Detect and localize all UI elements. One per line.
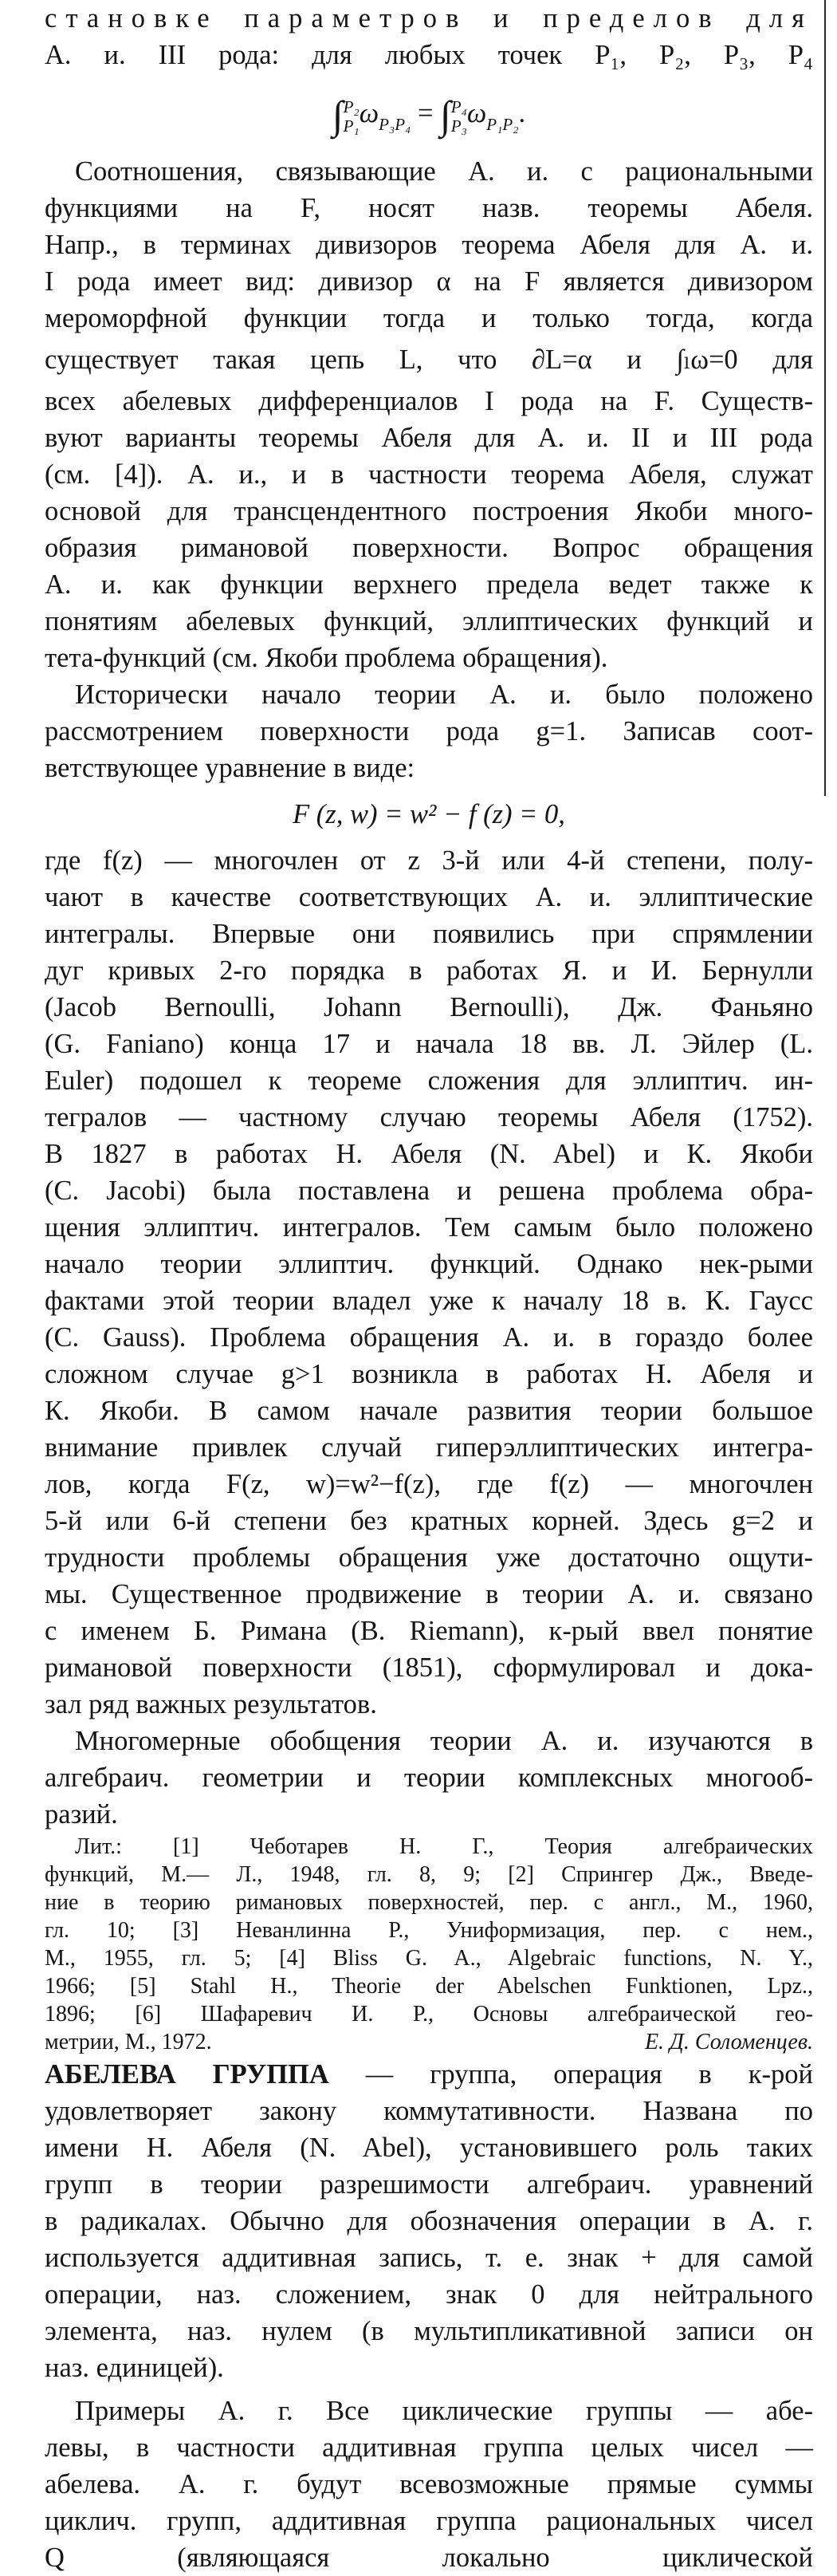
- paragraph-multidimensional: [45, 1723, 813, 1833]
- formula-curve-equation: F (z, w) = w² − f (z) = 0,: [293, 799, 565, 829]
- reference-line: 1896; [6] Шафаревич И. Р., Основы алгебраической гео-: [45, 2002, 813, 2027]
- reference-line: Лит.: [1] Чеботарев Н. Г., Теория алгебраических: [75, 1834, 813, 1859]
- text-line: групп в теории разрешимости алгебраич. уравнений: [45, 2169, 813, 2200]
- text-line: понятиям абелевых функций, эллиптических функций и: [45, 606, 813, 636]
- text-line: абелева. А. г. будут всевозможные прямые суммы: [45, 2469, 813, 2499]
- text-line: римановой поверхности (1851), сформулировал и дока-: [45, 1652, 813, 1683]
- text-line: А. и. III рода: для любых точек P₁, P₂, P₃, P₄: [45, 40, 813, 70]
- text-line: существует такая цепь L, что ∂L=α и ∫ₗω=0 для: [45, 345, 813, 375]
- text-line: Q (являющаяся локально циклической: [45, 2543, 813, 2573]
- reference-line: гл. 10; [3] Неванлинна Р., Униформизация, пер. с нем.,: [45, 1918, 813, 1943]
- text-line: где f(z) — многочлен от z 3-й или 4-й степени, полу-: [45, 845, 813, 876]
- references: [45, 1833, 813, 2056]
- text-line: (см. [4]). А. и., и в частности теорема Абеля, служат: [45, 459, 813, 490]
- text-line: (C. Jacobi) была поставлена и решена проблема обра-: [45, 1176, 813, 1206]
- paragraph-history: [45, 842, 813, 1723]
- text-line: разий.: [45, 1799, 118, 1830]
- text-line: основой для трансцендентного построения Якоби много-: [45, 496, 813, 526]
- text-line: (Jacob Bernoulli, Johann Bernoulli), Дж. Фаньяно: [45, 992, 813, 1022]
- text-line: удовлетворяет закону коммутативности. Названа по: [45, 2096, 813, 2126]
- text-line: всех абелевых дифференциалов I рода на F. Существ-: [45, 386, 813, 416]
- text-line: К. Якоби. В самом начале развития теории большое: [45, 1396, 813, 1426]
- text-line: в радикалах. Обычно для обозначения операции в А. г.: [45, 2206, 813, 2236]
- text-column: [45, 0, 813, 2576]
- author-signature: Е. Д. Соломенцев.: [644, 2030, 813, 2054]
- entry-title: АБЕЛЕВА ГРУППА: [45, 2059, 329, 2090]
- text-line: (G. Faniano) конца 17 и начала 18 вв. Л. Эйлер (L.: [45, 1029, 813, 1059]
- formula-residue-symmetry: ∫P₂ $P_1\omega_{P_3P_4} = \int P_4$ $P_3\omega_{P_1P_2}$.: [332, 93, 526, 137]
- text-line: циклич. групп, аддитивная группа рациональных чисел: [45, 2506, 813, 2536]
- text-line: левы, в частности аддитивная группа целых чисел —: [45, 2432, 813, 2463]
- reference-line: функций, М.— Л., 1948, гл. 8, 9; [2] Спрингер Дж., Введе-: [45, 1862, 813, 1887]
- text-line: 5-й или 6-й степени без кратных корней. Здесь g=2 и: [45, 1506, 813, 1536]
- text-line: В 1827 в работах Н. Абеля (N. Abel) и К. Якоби: [45, 1139, 813, 1169]
- text-line: наз. единицей).: [45, 2353, 224, 2383]
- paragraph-abel-theorem: [45, 153, 813, 676]
- text-line: Euler) подошел к теореме сложения для эллиптич. ин-: [45, 1065, 813, 1096]
- text-line: I рода имеет вид: дивизор α на F является дивизором: [45, 266, 813, 297]
- text-line: Исторически начало теории А. и. было положено: [75, 679, 813, 710]
- text-line: имени Н. Абеля (N. Abel), установившего роль таких: [45, 2133, 813, 2163]
- text-line: начало теории эллиптич. функций. Однако нек-рыми: [45, 1249, 813, 1279]
- column-rule: [824, 0, 826, 796]
- text-line: щения эллиптич. интегралов. Тем самым было положено: [45, 1212, 813, 1243]
- text-line: с именем Б. Римана (B. Riemann), к-рый ввел понятие: [45, 1616, 813, 1646]
- paragraph-history-intro: [45, 676, 813, 786]
- text-line: Напр., в терминах дивизоров теорема Абеля для А. и.: [45, 230, 813, 260]
- text-line: зал ряд важных результатов.: [45, 1689, 377, 1719]
- text-line: ветствующее уравнение в виде:: [45, 753, 415, 783]
- text-line: дуг кривых 2-го порядка в работах Я. и И. Бернулли: [45, 955, 813, 986]
- text-line: становке параметров и пределов для: [45, 3, 813, 33]
- text-line: сложном случае g>1 возникла в работах Н. Абеля и: [45, 1359, 813, 1389]
- text-line: А. и. как функции верхнего предела ведет также к: [45, 569, 813, 600]
- paragraph-examples: [45, 2393, 813, 2576]
- text-line: рассмотрением поверхности рода g=1. Записав соот-: [45, 716, 813, 746]
- text-line: АБЕЛЕВА ГРУППА — группа, операция в к-рой: [45, 2059, 813, 2090]
- text-line: тегралов — частному случаю теоремы Абеля (1752).: [45, 1102, 813, 1132]
- text-line: Примеры А. г. Все циклические группы — абе-: [75, 2396, 813, 2426]
- text-line: трудности проблемы обращения уже достаточно ощути-: [45, 1542, 813, 1573]
- text-line: алгебраич. геометрии и теории комплексных многооб-: [45, 1763, 813, 1793]
- text-line: операции, наз. сложением, знак 0 для нейтрального: [45, 2279, 813, 2310]
- text-line: функциями на F, носят назв. теоремы Абеля.: [45, 193, 813, 223]
- text-line: элемента, наз. нулем (в мультипликативной записи он: [45, 2316, 813, 2346]
- entry-abelian-group: [45, 2056, 813, 2386]
- text-line: лов, когда F(z, w)=w²−f(z), где f(z) — многочлен: [45, 1469, 813, 1499]
- text-line: вуют варианты теоремы Абеля для А. и. II и III рода: [45, 423, 813, 453]
- text-line: тета-функций (см. Якоби проблема обращения).: [45, 643, 608, 673]
- text-line: мероморфной функции тогда и только тогда, когда: [45, 303, 813, 333]
- text-line: мы. Существенное продвижение в теории А. и. связано: [45, 1579, 813, 1609]
- text-line: чают в качестве соответствующих А. и. эллиптические: [45, 882, 813, 912]
- text-line: (C. Gauss). Проблема обращения А. и. в гораздо более: [45, 1322, 813, 1353]
- reference-line: метрии, М., 1972. Е. Д. Соломенцев.: [45, 2030, 813, 2054]
- text-line: интегралы. Впервые они появились при спрямлении: [45, 919, 813, 949]
- reference-line: ние в теорию римановых поверхностей, пер. с англ., М., 1960,: [45, 1890, 813, 1915]
- reference-line: М., 1955, гл. 5; [4] Bliss G. A., Algebraic functions, N. Y.,: [45, 1946, 813, 1971]
- text-line: Многомерные обобщения теории А. и. изучаются в: [75, 1726, 813, 1756]
- text-line: образия римановой поверхности. Вопрос обращения: [45, 533, 813, 563]
- text-line: используется аддитивная запись, т. е. знак + для самой: [45, 2243, 813, 2273]
- reference-line: 1966; [5] Stahl H., Theorie der Abelschen Funktionen, Lpz.,: [45, 1974, 813, 1999]
- text-line: Соотношения, связывающие А. и. с рациональными: [75, 156, 813, 187]
- text-line: внимание привлек случай гиперэллиптических интегра-: [45, 1432, 813, 1463]
- text-line: фактами этой теории владел уже к началу 18 в. К. Гаусс: [45, 1286, 813, 1316]
